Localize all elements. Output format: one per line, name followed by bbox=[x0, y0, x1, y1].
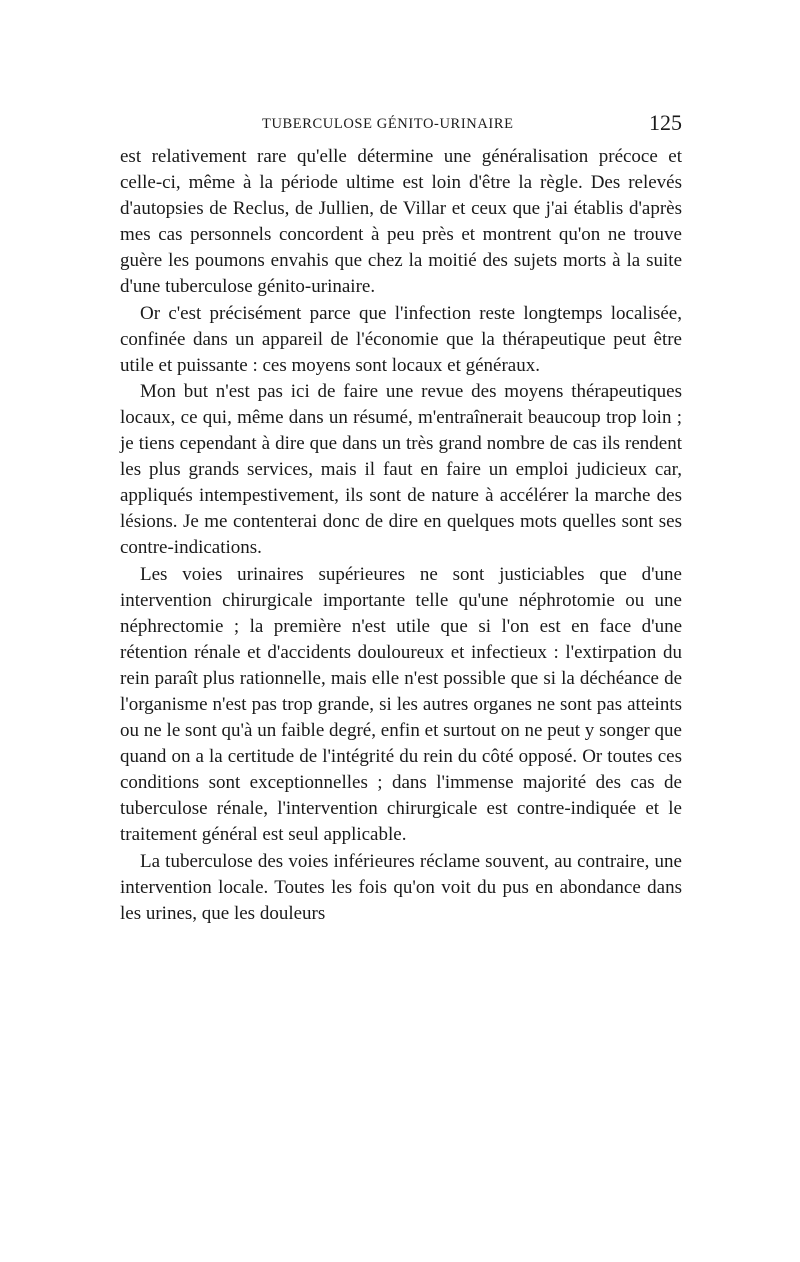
paragraph: Les voies urinaires supérieures ne sont justiciables que d'une intervention chirurgicale importante telle qu'une néphrotomie ou une néphrectomie ; la première n'est utile que si l'on est en face d'une rétention rénale et d'accidents douloureux et infectieux : l'extirpation du rein paraît plus rationnelle, mais elle n'est possible que si la déchéance de l'organisme n'est pas trop grande, si les autres organes ne sont pas atteints ou ne le sont qu'à un faible degré, enfin et surtout on ne peut y songer que quand on a la certitude de l'intégrité du rein du côté opposé. Or toutes ces conditions sont exceptionnelles ; dans l'immense majorité des cas de tuberculose rénale, l'intervention chirurgicale est contre-indiquée et le traitement général est seul applicable. bbox=[120, 563, 682, 846]
paragraph: Or c'est précisément parce que l'infection reste longtemps localisée, confinée dans un appareil de l'économie que la thérapeutique peut être utile et puissante : ces moyens sont locaux et généraux. bbox=[120, 302, 682, 376]
book-page bbox=[120, 110, 682, 927]
paragraph: Mon but n'est pas ici de faire une revue des moyens thérapeutiques locaux, ce qui, même dans un résumé, m'entraînerait beaucoup trop loin ; je tiens cependant à dire que dans un très grand nombre de cas ils rendent les plus grands services, mais il faut en faire un emploi judicieux car, appliqués intempestivement, ils sont de nature à accélérer la marche des lésions. Je me contenterai donc de dire en quelques mots quelles sont ses contre-indications. bbox=[120, 380, 682, 559]
running-title: TUBERCULOSE GÉNITO-URINAIRE bbox=[262, 116, 514, 132]
body-text bbox=[120, 144, 682, 927]
paragraph: est relativement rare qu'elle détermine une généralisation précoce et celle-ci, même à la période ultime est loin d'être la règle. Des relevés d'autopsies de Reclus, de Jullien, de Villar et ceux que j'ai établis d'après mes cas personnels concordent à peu près et montrent qu'on ne trouve guère les poumons envahis que chez la moitié des sujets morts à la suite d'une tuberculose génito-urinaire. bbox=[120, 146, 682, 298]
page-number: 125 bbox=[649, 110, 682, 135]
paragraph: La tuberculose des voies inférieures réclame souvent, au contraire, une intervention locale. Toutes les fois qu'on voit du pus en abondance dans les urines, que les douleurs bbox=[120, 850, 682, 924]
running-head bbox=[120, 110, 682, 140]
